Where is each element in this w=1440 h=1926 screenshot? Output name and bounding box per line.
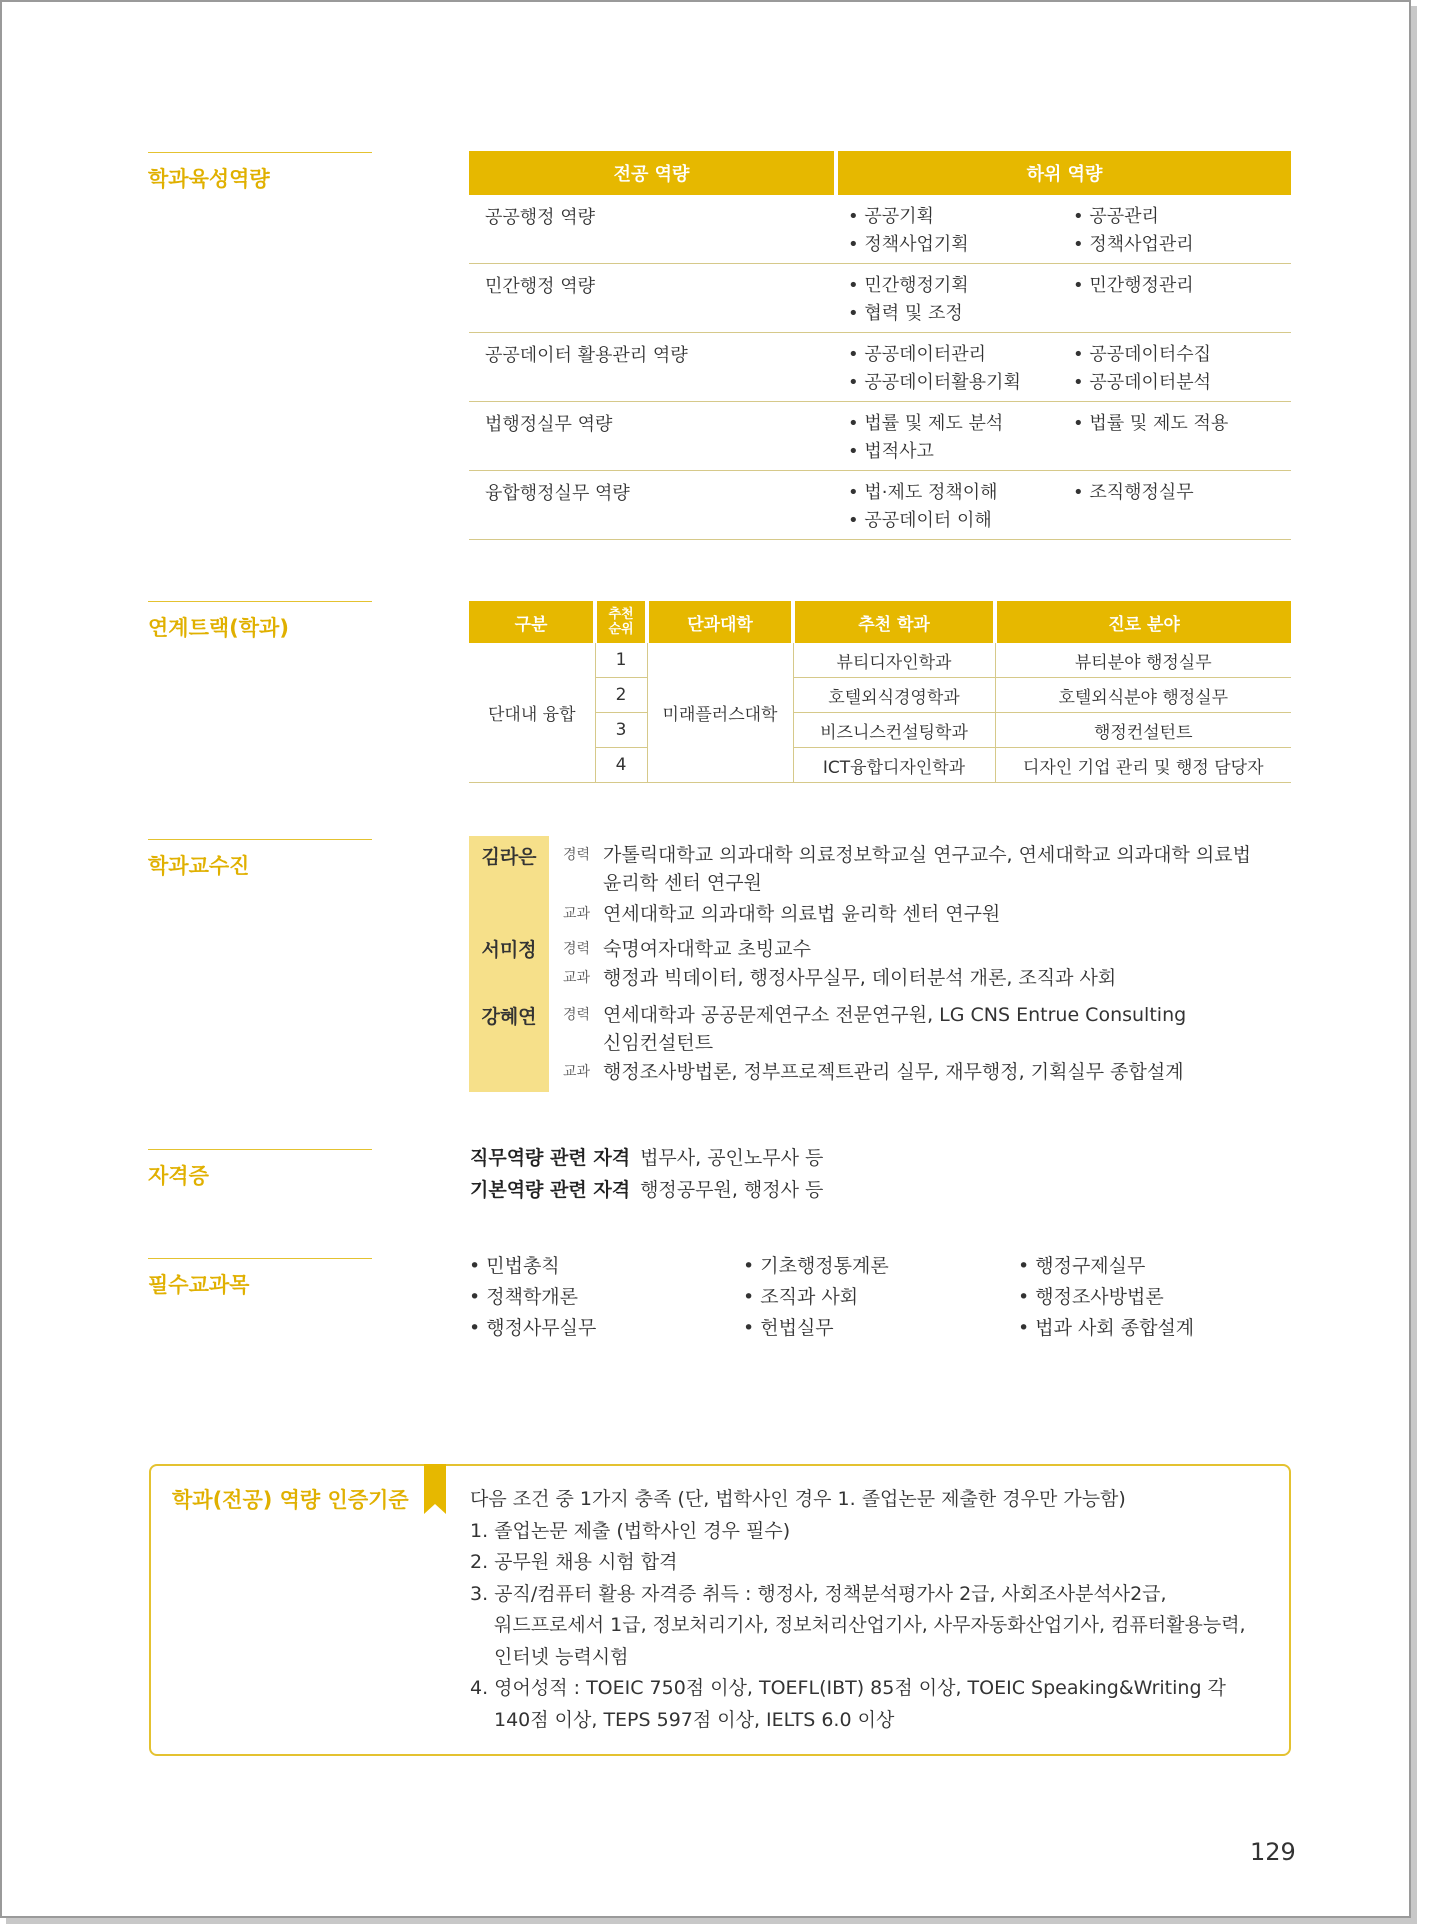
required-course-column [743,1251,889,1344]
list-item: • 법적사고 [848,441,934,462]
certification-box-title: 학과(전공) 역량 인증기준 [172,1488,409,1512]
list-item: • 공공데이터활용기획 [848,372,1021,393]
table-cell: 뷰티분야 행정실무 [995,643,1291,678]
list-item: • 헌법실무 [743,1317,834,1339]
list-item: • 협력 및 조정 [848,303,963,324]
list-item: • 공공데이터수집 [1073,344,1212,365]
list-item: • 행정구제실무 [1018,1255,1146,1277]
list-item: • 공공데이터분석 [1073,372,1212,393]
table-cell: 행정컨설턴트 [995,713,1291,748]
table-cell: 1 [595,643,647,678]
faculty-name-strip [469,836,549,1092]
faculty-course: 교과 연세대학교 의과대학 의료법 윤리학 센터 연구원 [563,903,1001,925]
page-shadow [1411,6,1417,1924]
table-header: 진로 분야 [995,601,1291,643]
table-header: 하위 역량 [838,151,1291,195]
table-cell: 호텔외식분야 행정실무 [995,678,1291,713]
list-item: • 민간행정관리 [1073,275,1194,296]
list-item: • 조직과 사회 [743,1286,859,1308]
faculty-career: 경력 숙명여자대학교 초빙교수 [563,938,811,960]
section-label-required: 필수교과목 [148,1258,372,1299]
table-cell: 민간행정 역량 [485,276,596,297]
required-course-column [469,1251,596,1344]
list-item: • 기초행정통계론 [743,1255,889,1277]
faculty-name: 서미정 [481,939,537,961]
table-header: 전공 역량 [469,151,834,195]
faculty-course: 교과 행정조사방법론, 정부프로젝트관리 실무, 재무행정, 기획실무 종합설계 [563,1061,1184,1083]
table-row [469,471,1291,540]
list-item: • 정책학개론 [469,1286,579,1308]
list-item: • 행정조사방법론 [1018,1286,1164,1308]
section-label-competency: 학과육성역량 [148,152,372,193]
list-item: • 법·제도 정책이해 [848,482,998,503]
list-item: • 정책사업관리 [1073,234,1194,255]
list-item: 2. 공무원 채용 시험 합격 [470,1551,678,1573]
table-cell: 비즈니스컨설팅학과 [793,713,995,748]
table-header: 단과대학 [647,601,793,643]
list-item: • 공공데이터관리 [848,344,987,365]
list-item: • 공공데이터 이해 [848,510,992,531]
table-row [469,264,1291,333]
table-cell: 4 [595,748,647,783]
section-label-track: 연계트랙(학과) [148,601,372,642]
table-cell: 법행정실무 역량 [485,414,613,435]
faculty-career: 경력 연세대학과 공공문제연구소 전문연구원, LG CNS Entrue Consulting 신임컨설턴트 [563,1004,1187,1054]
list-item: • 법률 및 제도 분석 [848,413,1004,434]
faculty-name: 강혜연 [481,1006,537,1028]
bookmark-icon [424,1464,446,1514]
table-header: 추천 학과 [793,601,995,643]
list-item: • 법률 및 제도 적용 [1073,413,1229,434]
table-cell: 융합행정실무 역량 [485,483,630,504]
competency-table [469,151,1291,540]
table-row [469,643,1291,678]
certificate-line: 기본역량 관련 자격 행정공무원, 행정사 등 [470,1179,824,1201]
table-cell: 단대내 융합 [469,643,595,783]
table-row [469,402,1291,471]
certificate-line: 직무역량 관련 자격 법무사, 공인노무사 등 [470,1147,824,1169]
table-cell: 뷰티디자인학과 [793,643,995,678]
table-row [469,333,1291,402]
list-item: • 공공관리 [1073,206,1159,227]
table-cell: 미래플러스대학 [647,643,793,783]
table-cell: 디자인 기업 관리 및 행정 담당자 [995,748,1291,783]
box-intro: 다음 조건 중 1가지 충족 (단, 법학사인 경우 1. 졸업논문 제출한 경우만 가능함) [470,1488,1126,1510]
section-label-faculty: 학과교수진 [148,839,372,880]
table-cell: 호텔외식경영학과 [793,678,995,713]
list-item: • 조직행정실무 [1073,482,1194,503]
table-cell: 공공행정 역량 [485,207,596,228]
faculty-career: 경력 가톨릭대학교 의과대학 의료정보학교실 연구교수, 연세대학교 의과대학 의료법 윤리학 센터 연구원 [563,844,1251,894]
table-cell: 3 [595,713,647,748]
list-item-continued: 인터넷 능력시험 [494,1645,629,1668]
table-header: 구분 [469,601,595,643]
required-course-column [1018,1251,1194,1344]
list-item: • 민법총칙 [469,1255,560,1277]
list-item: • 공공기획 [848,206,934,227]
section-label-certificate: 자격증 [148,1149,372,1190]
page-number: 129 [1250,1838,1296,1866]
track-table [469,601,1291,783]
page-shadow [6,1918,1417,1924]
faculty-course: 교과 행정과 빅데이터, 행정사무실무, 데이터분석 개론, 조직과 사회 [563,967,1117,989]
table-cell: ICT융합디자인학과 [793,748,995,783]
table-row [469,195,1291,264]
list-item: • 민간행정기획 [848,275,969,296]
list-item: • 행정사무실무 [469,1317,597,1339]
list-item: 3. 공직/컴퓨터 활용 자격증 취득 : 행정사, 정책분석평가사 2급, 사회조사분석사2급, [470,1582,1167,1605]
list-item: 4. 영어성적 : TOEIC 750점 이상, TOEFL(IBT) 85점 이상, TOEIC Speaking&Writing 각 [470,1677,1226,1699]
list-item-continued: 140점 이상, TEPS 597점 이상, IELTS 6.0 이상 [494,1708,895,1731]
list-item: • 정책사업기획 [848,234,969,255]
list-item: 1. 졸업논문 제출 (법학사인 경우 필수) [470,1519,791,1542]
list-item: • 법과 사회 종합설계 [1018,1317,1195,1339]
table-cell: 2 [595,678,647,713]
table-cell: 공공데이터 활용관리 역량 [485,345,688,366]
list-item-continued: 워드프로세서 1급, 정보처리기사, 정보처리산업기사, 사무자동화산업기사, 컴퓨터활용능력, [494,1614,1246,1636]
faculty-name: 김라은 [481,846,537,868]
certification-box-text [470,1484,1246,1736]
table-header: 추천 순위 [595,601,647,643]
